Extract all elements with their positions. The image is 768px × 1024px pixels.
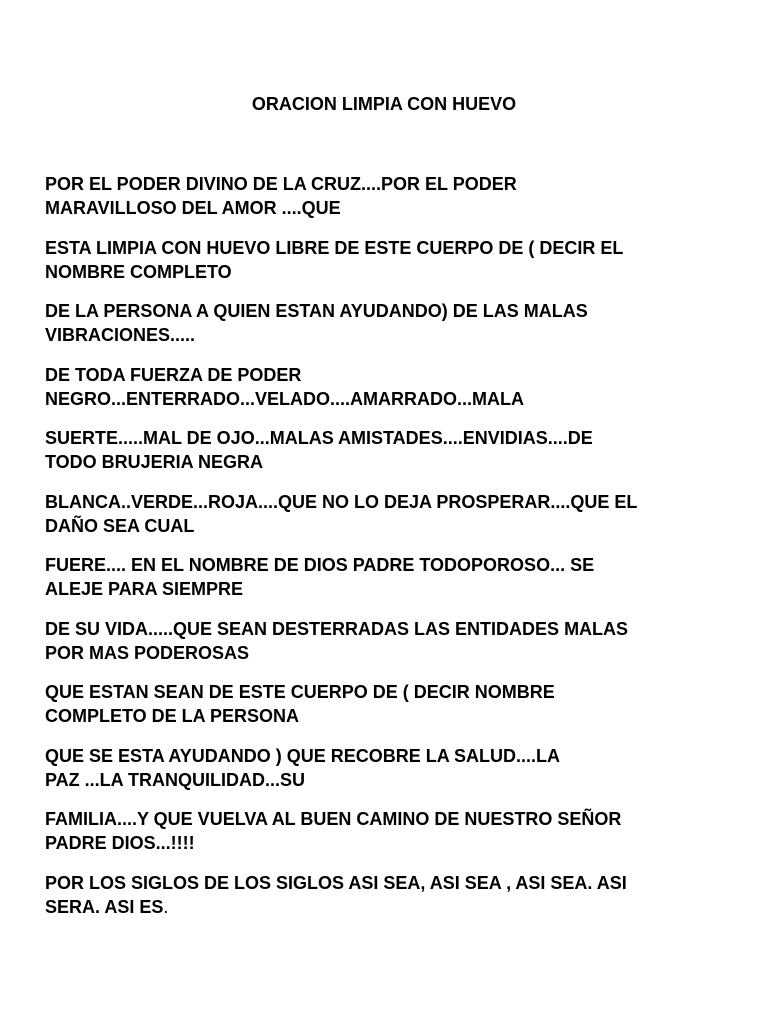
paragraph-line: QUE ESTAN SEAN DE ESTE CUERPO DE ( DECIR NOMBRE (45, 682, 555, 702)
paragraph-line: NOMBRE COMPLETO (45, 261, 232, 282)
paragraph-line: FUERE.... EN EL NOMBRE DE DIOS PADRE TODOPOROSO... SE (45, 555, 595, 575)
document-title: ORACION LIMPIA CON HUEVO (251, 94, 517, 114)
paragraph-line: MARAVILLOSO DEL AMOR ....QUE (45, 198, 341, 218)
paragraph (45, 617, 725, 665)
paragraph-line: PAZ ...LA TRANQUILIDAD...SU (45, 769, 305, 790)
paragraph (45, 426, 725, 474)
paragraph-line: DAÑO SEA CUAL (45, 515, 195, 536)
paragraph-line: POR MAS PODEROSAS (45, 642, 250, 663)
paragraph-line: FAMILIA....Y QUE VUELVA AL BUEN CAMINO DE NUESTRO SEÑOR (45, 809, 622, 829)
paragraph-line: PADRE DIOS...!!!! (45, 833, 195, 853)
paragraph-line: DE LA PERSONA A QUIEN ESTAN AYUDANDO) DE LAS MALAS (45, 301, 588, 321)
paragraph-line-last (45, 895, 725, 919)
paragraph-line: TODO BRUJERIA NEGRA (45, 452, 264, 472)
paragraph (45, 172, 725, 220)
document-body (45, 172, 725, 934)
paragraph-line: POR LOS SIGLOS DE LOS SIGLOS ASI SEA, ASI SEA , ASI SEA. ASI (45, 872, 627, 893)
paragraph (45, 553, 725, 601)
paragraph (45, 744, 725, 792)
paragraph (45, 236, 725, 284)
paragraph-line: ALEJE PARA SIEMPRE (45, 579, 244, 599)
paragraph-line: COMPLETO DE LA PERSONA (45, 706, 300, 726)
paragraph (45, 363, 725, 411)
final-period: . (163, 896, 169, 917)
paragraph-line: NEGRO...ENTERRADO...VELADO....AMARRADO...MALA (45, 388, 525, 409)
paragraph (45, 490, 725, 538)
paragraph (45, 680, 725, 728)
paragraph-line: DE SU VIDA.....QUE SEAN DESTERRADAS LAS ENTIDADES MALAS (45, 618, 629, 639)
paragraph-line: QUE SE ESTA AYUDANDO ) QUE RECOBRE LA SALUD....LA (45, 745, 561, 766)
paragraph-line: ESTA LIMPIA CON HUEVO LIBRE DE ESTE CUERPO DE ( DECIR EL (45, 237, 624, 258)
paragraph-line: SUERTE.....MAL DE OJO...MALAS AMISTADES....ENVIDIAS....DE (45, 428, 593, 448)
closing-text: SERA. ASI ES (45, 896, 164, 917)
paragraph (45, 299, 725, 347)
paragraph (45, 871, 725, 919)
paragraph (45, 807, 725, 855)
paragraph-line: VIBRACIONES..... (45, 325, 196, 345)
paragraph-line: POR EL PODER DIVINO DE LA CRUZ....POR EL PODER (45, 174, 517, 194)
paragraph-line: BLANCA..VERDE...ROJA....QUE NO LO DEJA PROSPERAR....QUE EL (45, 491, 638, 512)
paragraph-line: DE TODA FUERZA DE PODER (45, 364, 302, 385)
